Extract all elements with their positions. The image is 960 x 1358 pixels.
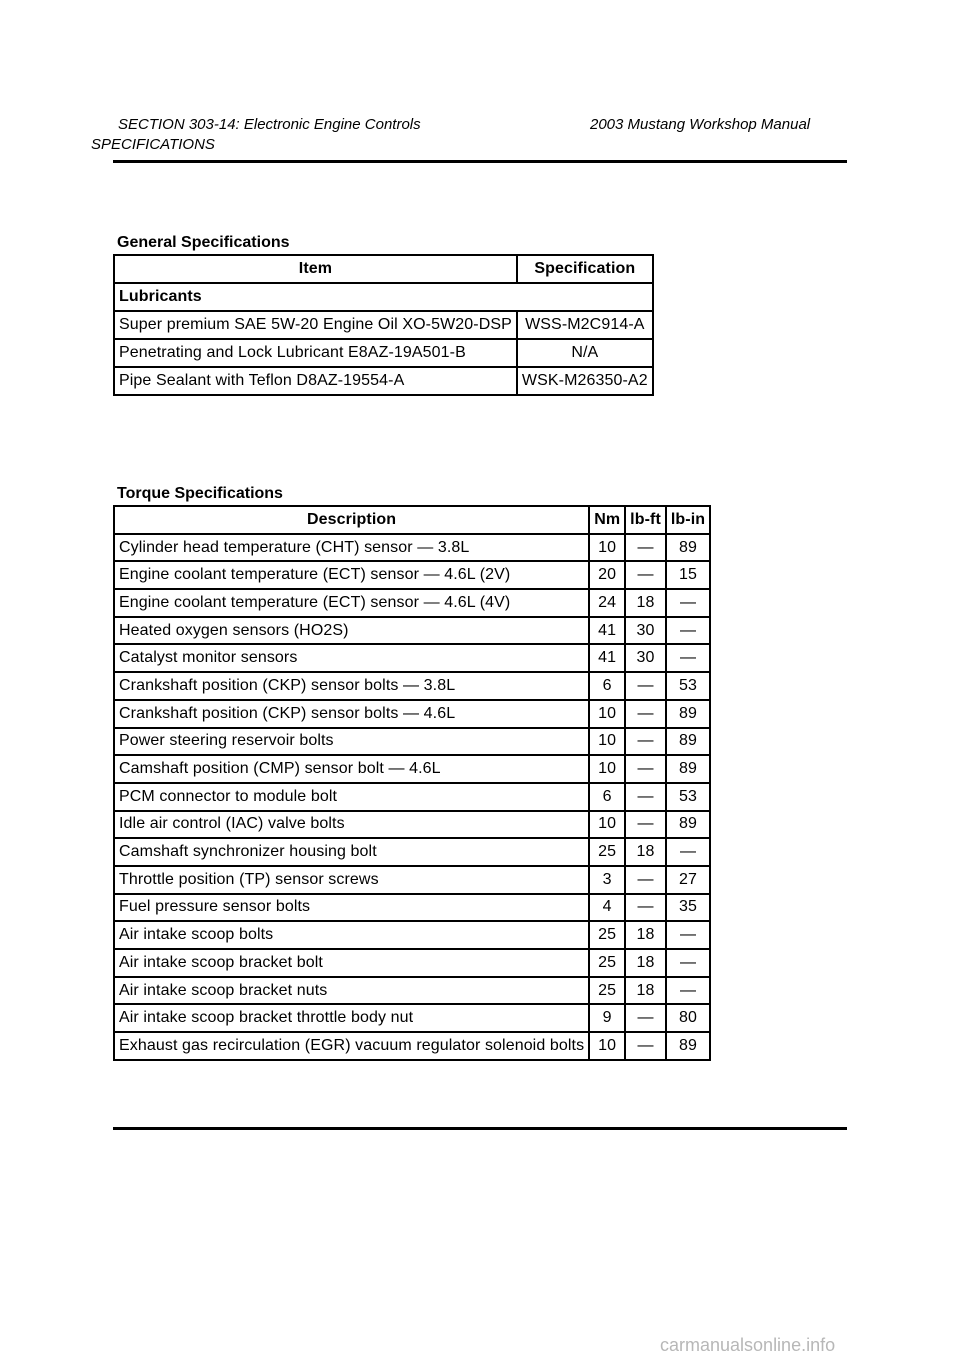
- table-cell: 89: [666, 700, 710, 728]
- table-cell: 18: [625, 838, 666, 866]
- table-cell: 10: [589, 1032, 625, 1060]
- table-cell: 18: [625, 921, 666, 949]
- table-cell: Exhaust gas recirculation (EGR) vacuum regulator solenoid bolts: [114, 1032, 589, 1060]
- table-cell: 10: [589, 700, 625, 728]
- table-cell: Idle air control (IAC) valve bolts: [114, 811, 589, 839]
- table-cell: 25: [589, 921, 625, 949]
- table-cell: 10: [589, 534, 625, 562]
- table-cell: 6: [589, 783, 625, 811]
- table-cell: —: [625, 728, 666, 756]
- table-cell: WSK-M26350-A2: [517, 367, 653, 395]
- table-cell: Penetrating and Lock Lubricant E8AZ-19A501-B: [114, 339, 517, 367]
- table-row: [114, 589, 710, 617]
- table-row: [114, 367, 653, 395]
- table-cell: 30: [625, 644, 666, 672]
- table-cell: Crankshaft position (CKP) sensor bolts — 3.8L: [114, 672, 589, 700]
- table-cell: —: [625, 783, 666, 811]
- table-cell: Air intake scoop bracket bolt: [114, 949, 589, 977]
- table-cell: 89: [666, 811, 710, 839]
- table-cell: 25: [589, 949, 625, 977]
- table-header-row: [114, 255, 653, 283]
- table-row: [114, 811, 710, 839]
- table-cell: 41: [589, 644, 625, 672]
- table-cell: 89: [666, 534, 710, 562]
- table-cell: 89: [666, 728, 710, 756]
- table-cell: 10: [589, 811, 625, 839]
- table-row: [114, 977, 710, 1005]
- table-category-row: [114, 283, 653, 311]
- table-row: [114, 561, 710, 589]
- table-cell: Engine coolant temperature (ECT) sensor — 4.6L (2V): [114, 561, 589, 589]
- table-row: [114, 700, 710, 728]
- table-row: [114, 339, 653, 367]
- manual-title: 2003 Mustang Workshop Manual: [590, 116, 811, 133]
- table-cell: —: [625, 1032, 666, 1060]
- table-cell: 18: [625, 589, 666, 617]
- table-cell: 89: [666, 755, 710, 783]
- table-cell: 9: [589, 1004, 625, 1032]
- table-row: [114, 311, 653, 339]
- table-cell: 18: [625, 949, 666, 977]
- table-cell: 80: [666, 1004, 710, 1032]
- table-cell: —: [625, 534, 666, 562]
- section-title: SECTION 303-14: Electronic Engine Controls: [118, 116, 421, 133]
- table-row: [114, 838, 710, 866]
- table-cell: Fuel pressure sensor bolts: [114, 894, 589, 922]
- table-cell: Crankshaft position (CKP) sensor bolts — 4.6L: [114, 700, 589, 728]
- table-cell: 3: [589, 866, 625, 894]
- table-cell: Cylinder head temperature (CHT) sensor — 3.8L: [114, 534, 589, 562]
- table-cell: 25: [589, 838, 625, 866]
- table-cell: Air intake scoop bracket throttle body nut: [114, 1004, 589, 1032]
- column-header-description: Description: [114, 506, 589, 534]
- table-cell: 53: [666, 672, 710, 700]
- table-cell: 30: [625, 617, 666, 645]
- table-row: [114, 921, 710, 949]
- table-row: [114, 534, 710, 562]
- table-row: [114, 866, 710, 894]
- table-row: [114, 672, 710, 700]
- table-cell: 4: [589, 894, 625, 922]
- table-row: [114, 755, 710, 783]
- subsection-title: SPECIFICATIONS: [91, 136, 215, 153]
- table-cell: Catalyst monitor sensors: [114, 644, 589, 672]
- table-cell: —: [666, 949, 710, 977]
- table-cell: Camshaft position (CMP) sensor bolt — 4.6L: [114, 755, 589, 783]
- table-cell: 53: [666, 783, 710, 811]
- table-cell: —: [666, 589, 710, 617]
- table-cell: —: [666, 921, 710, 949]
- table-cell: Pipe Sealant with Teflon D8AZ-19554-A: [114, 367, 517, 395]
- column-header-item: Item: [114, 255, 517, 283]
- header-rule: [113, 160, 847, 163]
- table-row: [114, 949, 710, 977]
- table-cell: 35: [666, 894, 710, 922]
- column-header-specification: Specification: [517, 255, 653, 283]
- table-cell: Throttle position (TP) sensor screws: [114, 866, 589, 894]
- torque-specifications-title: Torque Specifications: [117, 485, 283, 502]
- table-row: [114, 644, 710, 672]
- torque-specifications-table: [113, 505, 711, 1061]
- table-cell: 27: [666, 866, 710, 894]
- table-cell: —: [666, 617, 710, 645]
- table-cell: —: [625, 755, 666, 783]
- table-cell: —: [666, 977, 710, 1005]
- table-cell: —: [666, 644, 710, 672]
- table-row: [114, 617, 710, 645]
- table-cell: —: [625, 811, 666, 839]
- table-row: [114, 1032, 710, 1060]
- table-row: [114, 894, 710, 922]
- table-cell: Engine coolant temperature (ECT) sensor — 4.6L (4V): [114, 589, 589, 617]
- general-specifications-table: [113, 254, 654, 396]
- watermark: carmanualsonline.info: [660, 1335, 836, 1355]
- table-cell: WSS-M2C914-A: [517, 311, 653, 339]
- table-cell: 18: [625, 977, 666, 1005]
- table-row: [114, 728, 710, 756]
- table-cell: N/A: [517, 339, 653, 367]
- table-cell: Camshaft synchronizer housing bolt: [114, 838, 589, 866]
- column-header-nm: Nm: [589, 506, 625, 534]
- table-cell: 41: [589, 617, 625, 645]
- table-cell: Heated oxygen sensors (HO2S): [114, 617, 589, 645]
- table-cell: 89: [666, 1032, 710, 1060]
- column-header-lb-in: lb-in: [666, 506, 710, 534]
- footer-rule: [113, 1127, 847, 1130]
- table-cell: Super premium SAE 5W-20 Engine Oil XO-5W20-DSP: [114, 311, 517, 339]
- table-cell: —: [625, 866, 666, 894]
- table-row: [114, 1004, 710, 1032]
- table-cell: 20: [589, 561, 625, 589]
- table-cell: 6: [589, 672, 625, 700]
- table-cell: Air intake scoop bolts: [114, 921, 589, 949]
- table-cell: Air intake scoop bracket nuts: [114, 977, 589, 1005]
- table-cell: 10: [589, 755, 625, 783]
- table-cell: PCM connector to module bolt: [114, 783, 589, 811]
- table-cell: 24: [589, 589, 625, 617]
- table-cell: —: [666, 838, 710, 866]
- table-row: [114, 783, 710, 811]
- column-header-lb-ft: lb-ft: [625, 506, 666, 534]
- table-cell: —: [625, 561, 666, 589]
- table-cell: Power steering reservoir bolts: [114, 728, 589, 756]
- table-cell: 10: [589, 728, 625, 756]
- table-cell: —: [625, 672, 666, 700]
- category-label: Lubricants: [114, 283, 653, 311]
- table-cell: —: [625, 700, 666, 728]
- table-header-row: [114, 506, 710, 534]
- table-cell: —: [625, 894, 666, 922]
- general-specifications-title: General Specifications: [117, 234, 290, 251]
- table-cell: 15: [666, 561, 710, 589]
- table-cell: —: [625, 1004, 666, 1032]
- table-cell: 25: [589, 977, 625, 1005]
